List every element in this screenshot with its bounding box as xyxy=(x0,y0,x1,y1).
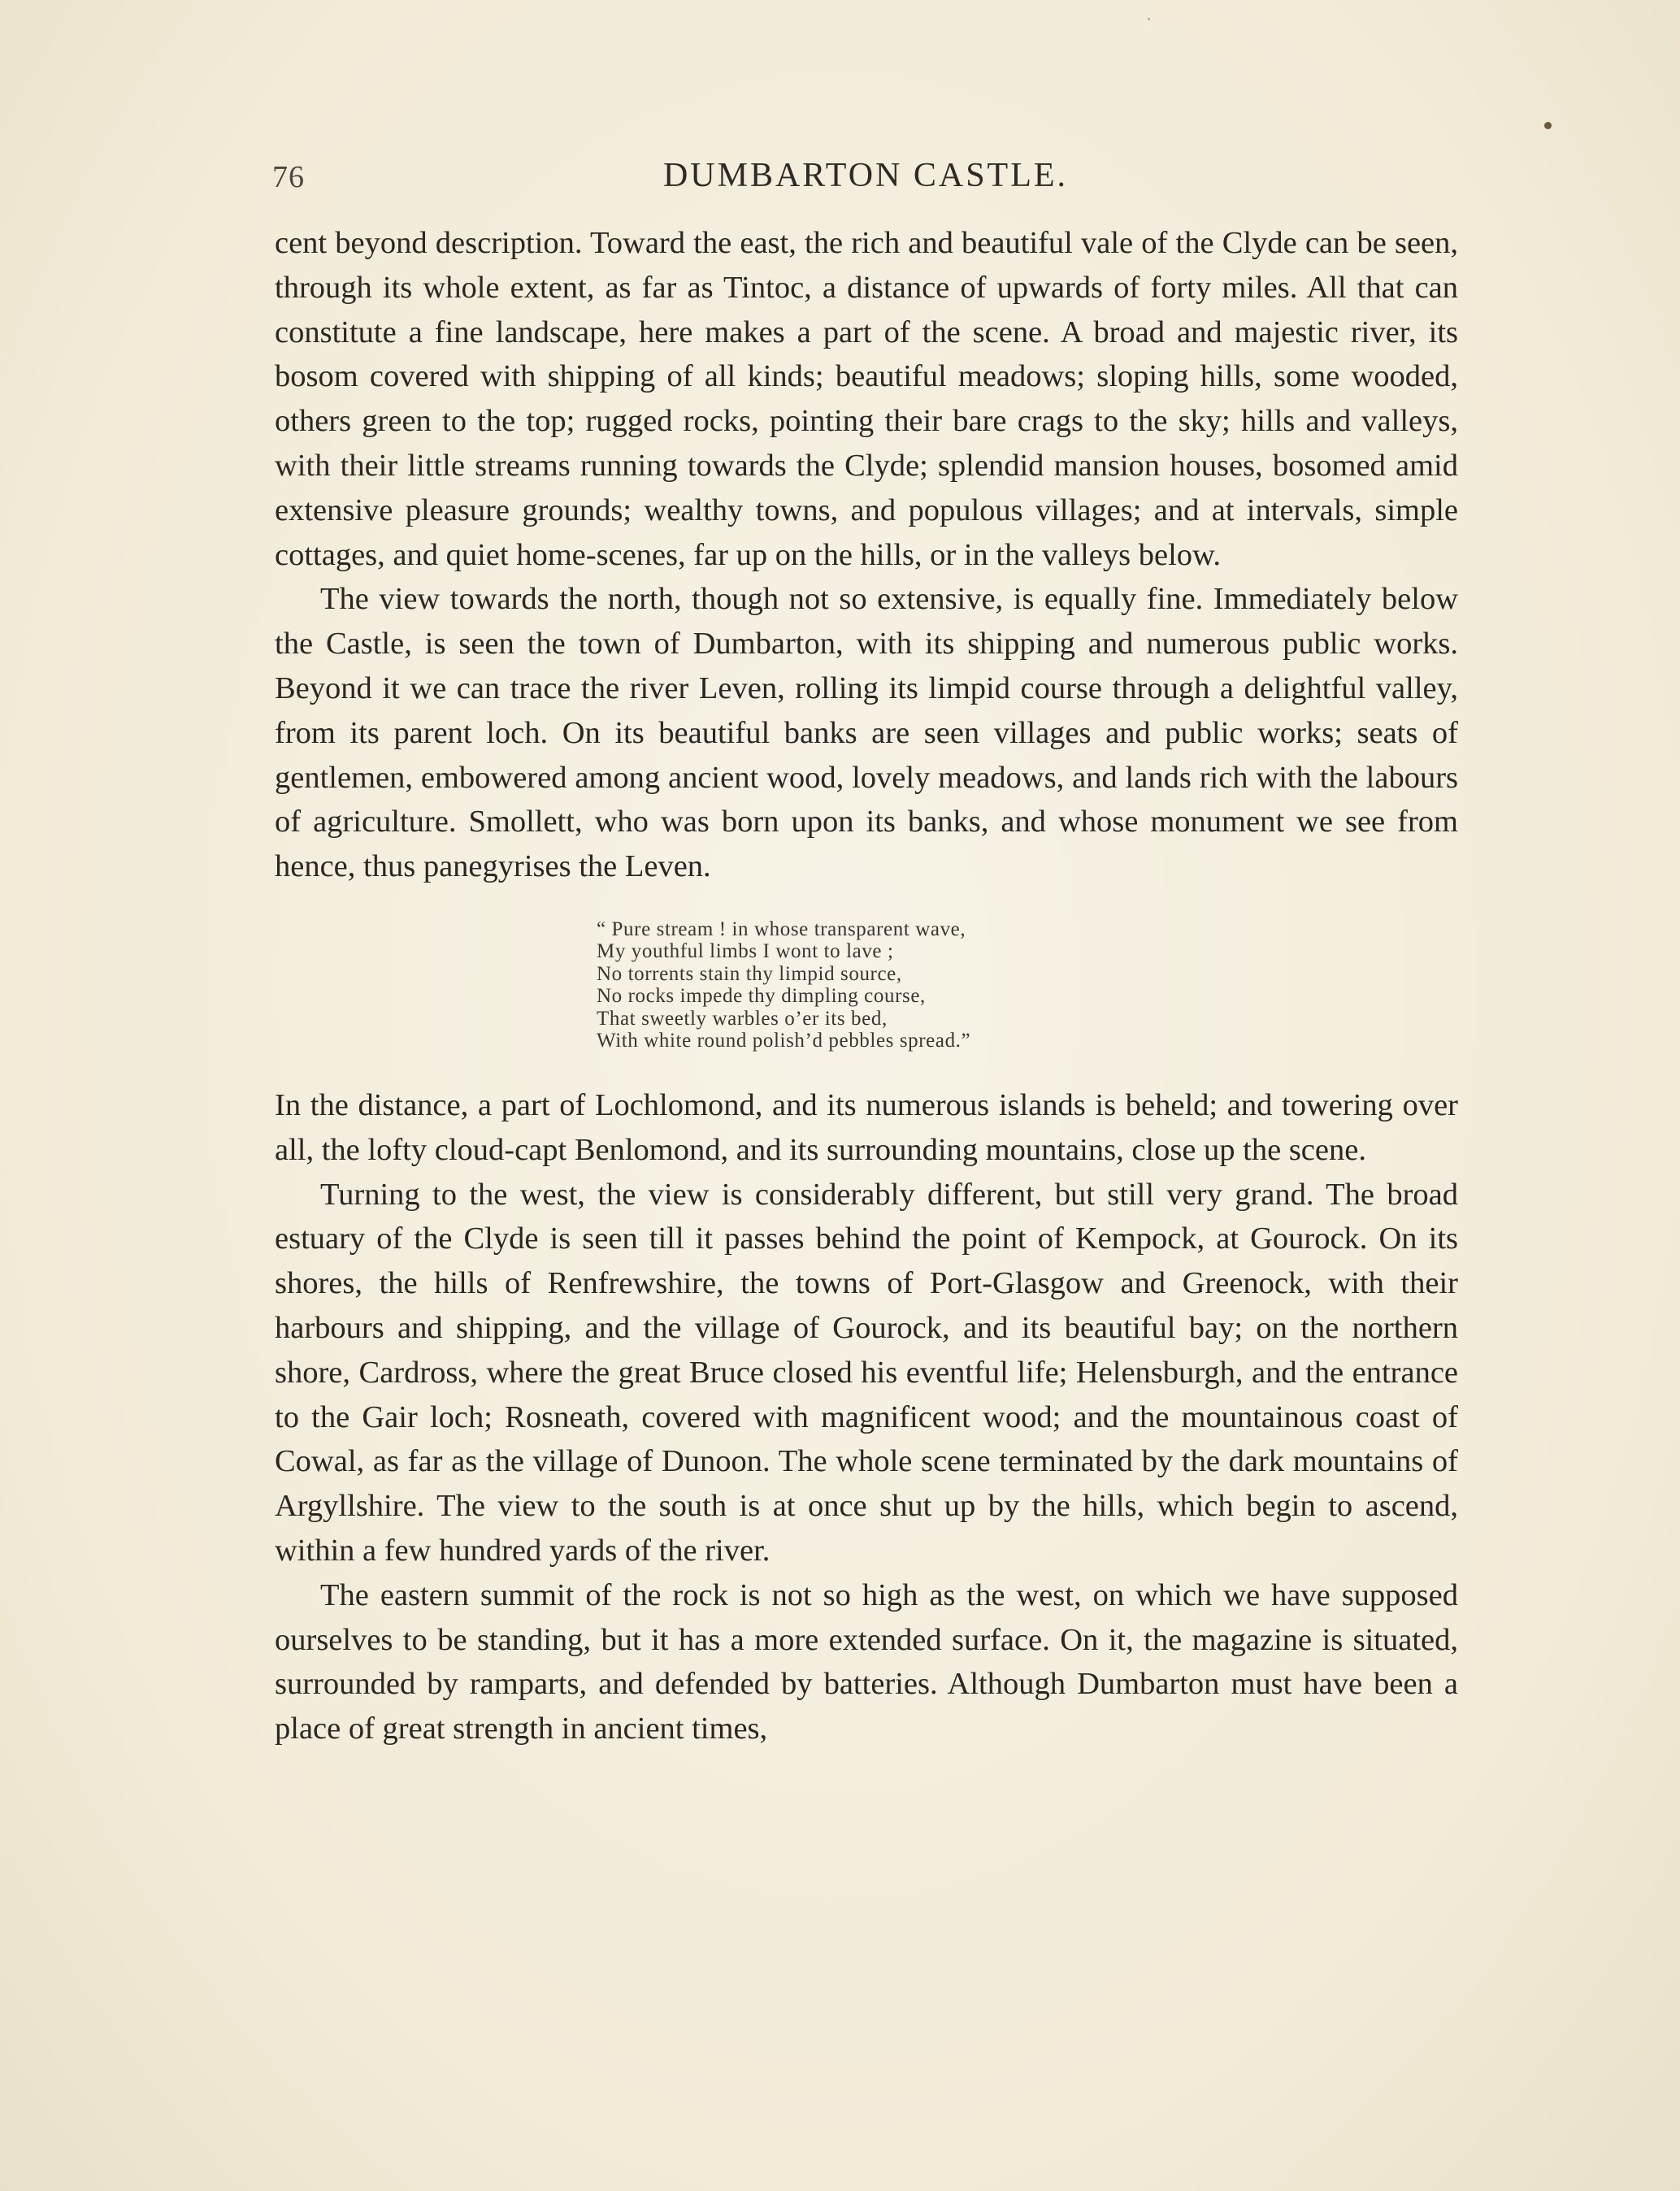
page-number: 76 xyxy=(272,160,305,194)
paragraph-west-view: Turning to the west, the view is considerably different, but still very grand. The broad estuary of the Clyde is seen till it passes behind the point of Kempock, at Gourock. On its shores, the hills of Renfrewshire, the towns of Port-Glasgow and Greenock, with their harbours and shipping, and the village of Gourock, and its beautiful bay; on the northern shore, Cardross, where the great Bruce closed his eventful life; Helensburgh, and the entrance to the Gair loch; Rosneath, covered with magnificent wood; and the mountainous coast of Cowal, as far as the village of Dunoon. The whole scene terminated by the dark mountains of Argyllshire. The view to the south is at once shut up by the hills, which begin to ascend, within a few hundred yards of the river. xyxy=(275,1177,1458,1568)
body-text xyxy=(275,221,1458,1751)
verse-line: No torrents stain thy limpid source, xyxy=(597,962,902,985)
paragraph-north-view: The view towards the north, though not so extensive, is equally fine. Immediately below the Castle, is seen the town of Dumbarton, with its shipping and numerous public works. Beyond it we can trace the river Leven, rolling its limpid course through a delightful valley, from its parent loch. On its beautiful banks are seen villages and public works; seats of gentlemen, embowered among ancient wood, lovely meadows, and lands rich with the labours of agriculture. Smollett, who was born upon its banks, and whose monument we see from hence, thus panegyrises the Leven. xyxy=(275,582,1458,884)
verse-line: With white round polish’d pebbles spread.” xyxy=(597,1030,971,1052)
verse-line: That sweetly warbles o’er its bed, xyxy=(597,1007,888,1030)
ink-speck xyxy=(1544,122,1552,129)
verse-line: “ Pure stream ! in whose transparent wave, xyxy=(597,918,966,940)
paragraph-east-view: cent beyond description. Toward the east, the rich and beautiful vale of the Clyde can be seen, through its whole extent, as far as Tintoc, a distance of upwards of forty miles. All that can constitute a fine landscape, here makes a part of the scene. A broad and majestic river, its bosom covered with shipping of all kinds; beautiful meadows; sloping hills, some wooded, others green to the top; rugged rocks, pointing their bare crags to the sky; hills and valleys, with their little streams running towards the Clyde; splendid mansion houses, bosomed amid extensive pleasure grounds; wealthy towns, and populous villages; and at intervals, simple cottages, and quiet home-scenes, far up on the hills, or in the valleys below. xyxy=(275,226,1458,572)
paragraph-lochlomond: In the distance, a part of Lochlomond, and its numerous islands is beheld; and towering over all, the lofty cloud-capt Benlomond, and its surrounding mountains, close up the scene. xyxy=(275,1087,1458,1167)
page-header xyxy=(272,156,1459,205)
ink-speck xyxy=(1148,18,1150,20)
verse-line: My youthful limbs I wont to lave ; xyxy=(597,940,894,963)
verse-line: No rocks impede thy dimpling course, xyxy=(597,985,926,1008)
paragraph-eastern-summit: The eastern summit of the rock is not so high as the west, on which we have supposed ourselves to be standing, but it has a more extended surface. On it, the magazine is situated, surrounded by ramparts, and defended by batteries. Although Dumbarton must have been a place of great strength in ancient times, xyxy=(275,1577,1458,1746)
running-head: DUMBARTON CASTLE. xyxy=(662,157,1069,194)
verse-quotation xyxy=(597,918,1458,1052)
